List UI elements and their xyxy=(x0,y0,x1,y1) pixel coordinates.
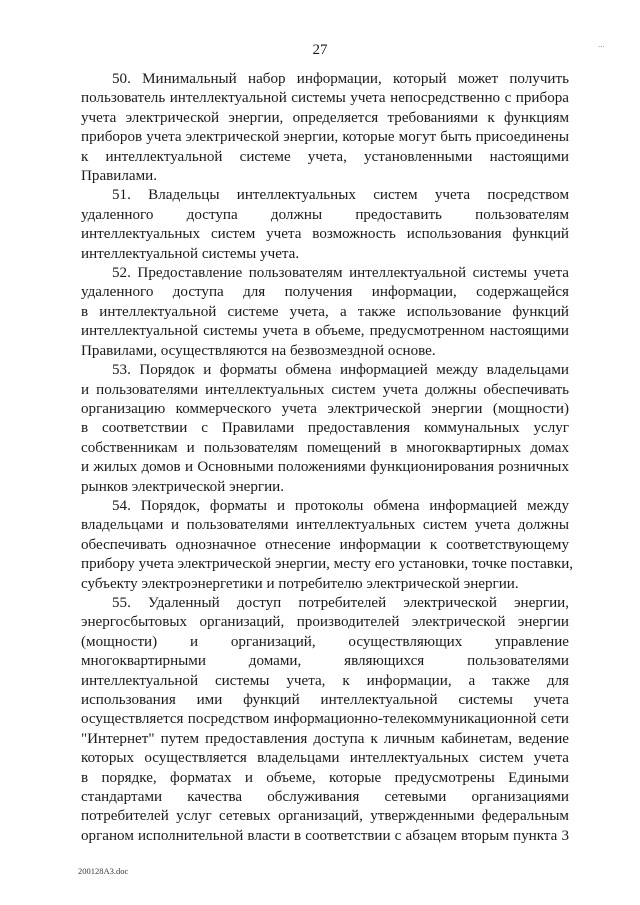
footer-file-name: 200128A3.doc xyxy=(78,866,129,876)
corner-mark: ... xyxy=(598,39,605,49)
paragraph-line: интеллектуальной системы учета. xyxy=(81,245,300,262)
paragraph-line: пользователь интеллектуальной системы учета непосредственно с прибора xyxy=(81,90,569,107)
paragraph-line: осуществляется посредством информационно-телекоммуникационной сети xyxy=(81,711,569,728)
paragraph-line: стандартами качества обслуживания сетевыми организациями xyxy=(81,789,569,806)
paragraph-line: в интеллектуальной системе учета, а также использование функций xyxy=(81,303,569,320)
paragraph-line: и жилых домов и Основными положениями функционирования розничных xyxy=(81,459,569,476)
paragraph-line: 54. Порядок, форматы и протоколы обмена информацией между xyxy=(112,497,569,514)
paragraph-line: "Интернет" путем предоставления доступа к личным кабинетам, ведение xyxy=(81,730,569,747)
paragraph-line: которых осуществляется владельцами интеллектуальных систем учета xyxy=(81,750,569,767)
paragraph-line: в соответствии с Правилами предоставления коммунальных услуг xyxy=(81,420,569,437)
paragraph-line: учета электрической энергии, определяется требованиями к функциям xyxy=(81,109,569,126)
paragraph-line: 55. Удаленный доступ потребителей электрической энергии, xyxy=(112,594,569,611)
paragraph-line: Правилами, осуществляются на безвозмездной основе. xyxy=(81,342,436,359)
paragraph-line: использования ими функций интеллектуальной системы учета xyxy=(81,692,569,708)
paragraph-line: рынков электрической энергии. xyxy=(81,478,285,495)
paragraph-line: удаленного доступа для получения информации, содержащейся xyxy=(81,284,569,301)
paragraph-line: и пользователями интеллектуальных систем учета должны обеспечивать xyxy=(81,381,569,398)
paragraph xyxy=(81,264,569,361)
paragraph-line: владельцами и пользователями интеллектуальных систем учета должны xyxy=(81,517,569,534)
paragraph-line: обеспечивать однозначное отнесение информации к соответствующему xyxy=(81,536,569,553)
paragraph-line: потребителей услуг сетевых организаций, утвержденными федеральным xyxy=(81,808,569,825)
paragraph-line: 51. Владельцы интеллектуальных систем учета посредством xyxy=(112,187,569,204)
document-body xyxy=(81,70,574,846)
paragraph-line: приборов учета электрической энергии, которые могут быть присоединены xyxy=(81,129,569,146)
paragraph xyxy=(81,70,569,186)
paragraph xyxy=(81,186,569,264)
paragraph xyxy=(81,361,569,497)
paragraph-line: удаленного доступа должны предоставить пользователям xyxy=(81,206,569,223)
paragraph-line: в порядке, форматах и объеме, которые предусмотрены Едиными xyxy=(81,769,569,786)
paragraph xyxy=(81,594,569,846)
paragraph-line: собственникам и пользователям помещений в многоквартирных домах xyxy=(81,439,569,456)
paragraph-line: органом исполнительной власти в соответствии с абзацем вторым пункта 3 xyxy=(81,827,569,844)
paragraph-line: интеллектуальной системы учета, к информации, а также для xyxy=(81,672,569,689)
paragraph xyxy=(81,497,574,594)
paragraph-line: многоквартирными домами, являющихся пользователями xyxy=(81,653,569,670)
paragraph-line: 53. Порядок и форматы обмена информацией между владельцами xyxy=(112,362,569,379)
paragraph-line: Правилами. xyxy=(81,168,157,185)
paragraph-line: субъекту электроэнергетики и потребителю электрической энергии. xyxy=(81,575,519,592)
paragraph-line: интеллектуальной системы учета в объеме, предусмотренном настоящими xyxy=(81,323,569,340)
paragraph-line: энергосбытовых организаций, производителей электрической энергии xyxy=(81,614,569,631)
paragraph-line: прибору учета электрической энергии, месту его установки, точке поставки, xyxy=(81,556,574,573)
paragraph-line: организацию коммерческого учета электрической энергии (мощности) xyxy=(81,400,569,417)
paragraph-line: к интеллектуальной системе учета, установленными настоящими xyxy=(81,148,569,165)
paragraph-line: 52. Предоставление пользователям интеллектуальной системы учета xyxy=(112,265,569,282)
paragraph-line: (мощности) и организаций, осуществляющих управление xyxy=(81,633,569,650)
page-number: 27 xyxy=(312,42,328,58)
paragraph-line: 50. Минимальный набор информации, который может получить xyxy=(112,71,569,87)
paragraph-line: интеллектуальных систем учета возможность использования функций xyxy=(81,226,569,243)
